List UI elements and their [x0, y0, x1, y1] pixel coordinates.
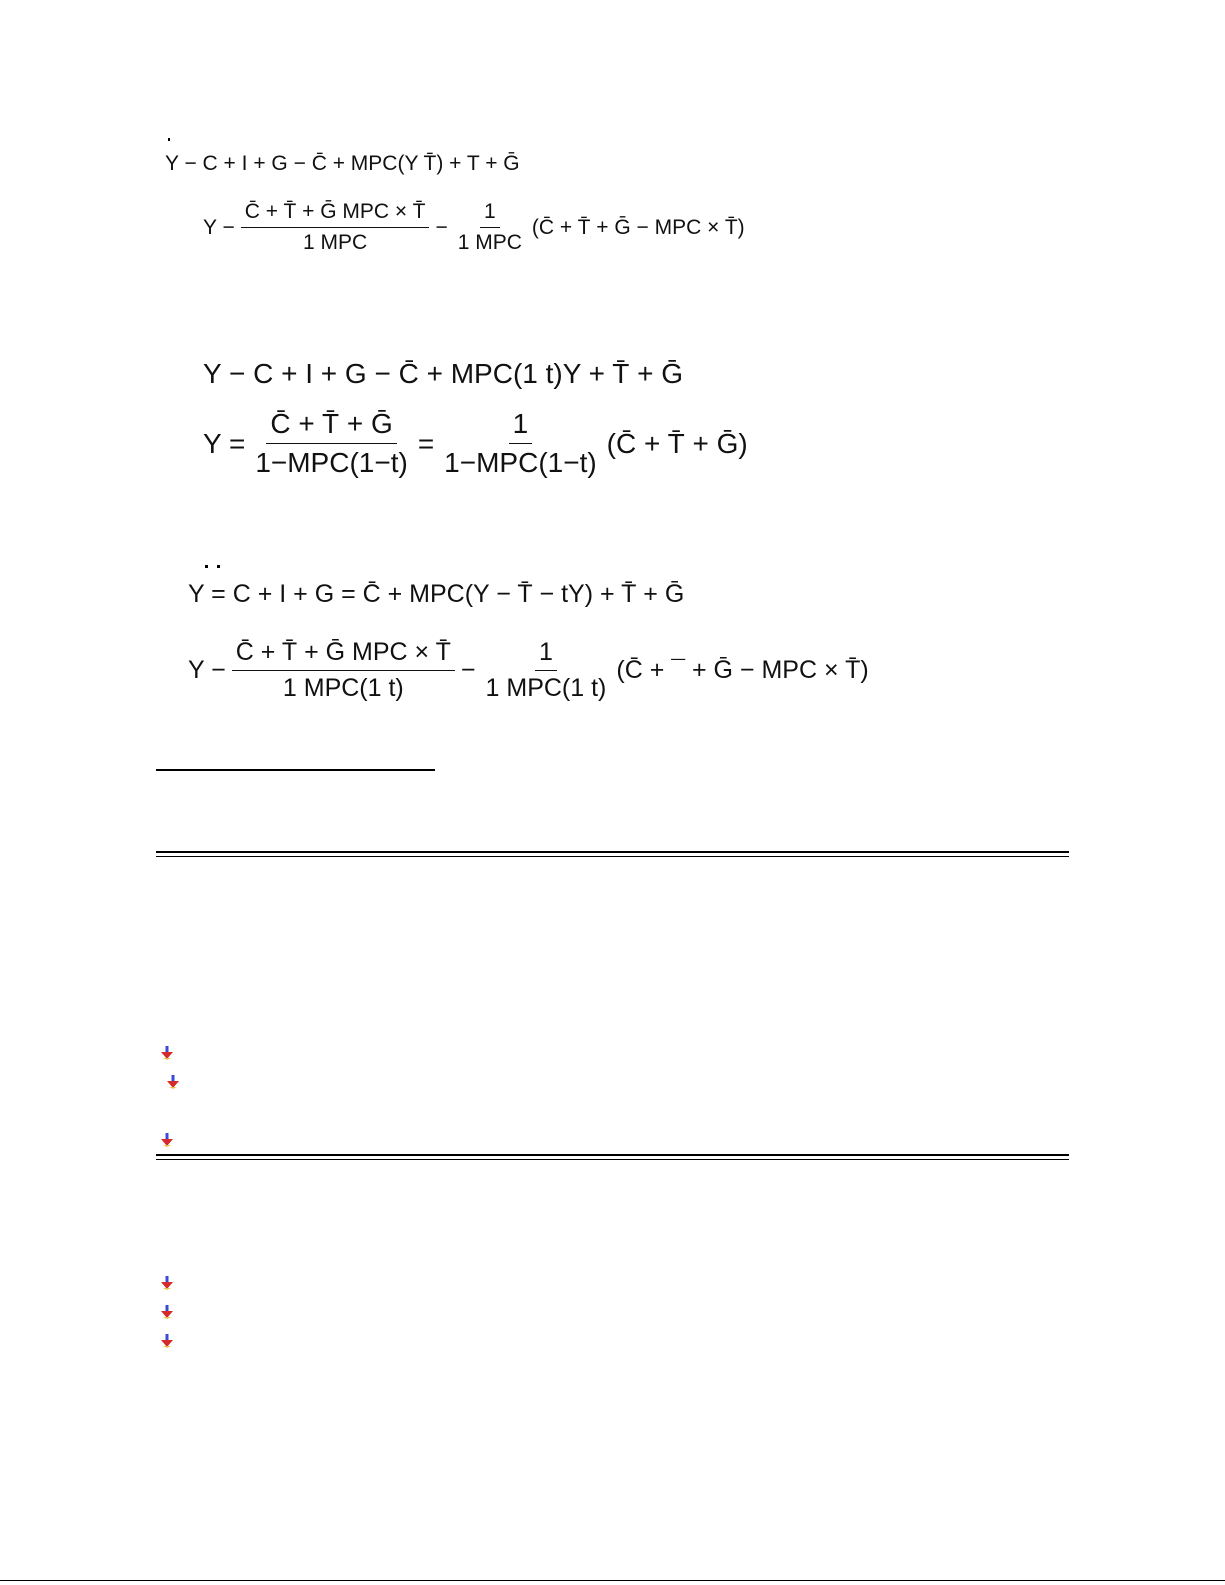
eq2-rhs: (C̄ + T̄ + Ḡ) — [606, 427, 748, 459]
eq3-fraction-1 — [232, 638, 455, 703]
eq2-denominator-2: 1−MPC(1−t) — [444, 447, 597, 478]
arrow-down-bullet-icon — [160, 1334, 174, 1348]
eq1-denominator-1: 1 MPC — [302, 231, 368, 254]
section-divider — [156, 1154, 1069, 1160]
page-bottom-rule — [0, 1580, 1225, 1581]
eq1-numerator-1: C̄ + T̄ + Ḡ MPC × T̄ — [241, 200, 430, 228]
eq3-rhs: (C̄ + ¯ + Ḡ − MPC × T̄) — [616, 656, 869, 684]
eq3-denominator-2: 1 MPC(1 t) — [485, 674, 607, 702]
equation-1-line-2 — [203, 200, 745, 255]
section-divider — [156, 851, 1069, 857]
eq1-rhs: (C̄ + T̄ + Ḡ − MPC × T̄) — [531, 215, 745, 239]
eq2-fraction-1 — [251, 408, 412, 479]
eq2-fraction-2 — [440, 408, 601, 479]
eq3-numerator-2: 1 — [535, 638, 557, 671]
eq2-middle: = — [417, 427, 435, 459]
eq3-denominator-1: 1 MPC(1 t) — [282, 674, 404, 702]
eq1-numerator-2: 1 — [480, 200, 500, 228]
equation-3-line-2 — [188, 638, 869, 703]
eq3-middle: − — [460, 656, 476, 684]
eq2-numerator-2: 1 — [509, 408, 533, 444]
arrow-down-bullet-icon — [160, 1305, 174, 1319]
arrow-down-bullet-icon — [160, 1276, 174, 1290]
eq3-numerator-1: C̄ + T̄ + Ḡ MPC × T̄ — [232, 638, 455, 671]
eq1-middle: − — [435, 215, 448, 239]
footnote-rule — [156, 769, 435, 771]
equation-3-line-1: Y = C + I + G = C̄ + MPC(Y − T̄ − tY) + T̄ + Ḡ — [188, 580, 685, 608]
eq2-lhs: Y = — [203, 427, 246, 459]
eq2-numerator-1: C̄ + T̄ + Ḡ — [266, 408, 396, 444]
arrow-down-bullet-icon — [160, 1133, 174, 1147]
eq1-lhs: Y − — [203, 215, 235, 239]
eq3-lhs: Y − — [188, 656, 226, 684]
stray-mark — [205, 565, 208, 568]
arrow-down-bullet-icon — [166, 1075, 180, 1089]
eq1-fraction-2 — [454, 200, 526, 255]
eq1-fraction-1 — [241, 200, 430, 255]
equation-2-line-1: Y − C + I + G − C̄ + MPC(1 t)Y + T̄ + Ḡ — [203, 358, 684, 389]
eq3-fraction-2 — [482, 638, 611, 703]
stray-mark — [168, 138, 170, 141]
arrow-down-bullet-icon — [160, 1046, 174, 1060]
eq1-denominator-2: 1 MPC — [457, 231, 522, 254]
equation-1-line-1: Y − C + I + G − C̄ + MPC(Y T̄) + T + Ḡ — [165, 152, 520, 175]
equation-2-line-2 — [203, 408, 748, 479]
eq2-denominator-1: 1−MPC(1−t) — [255, 447, 408, 478]
stray-mark — [217, 565, 220, 568]
